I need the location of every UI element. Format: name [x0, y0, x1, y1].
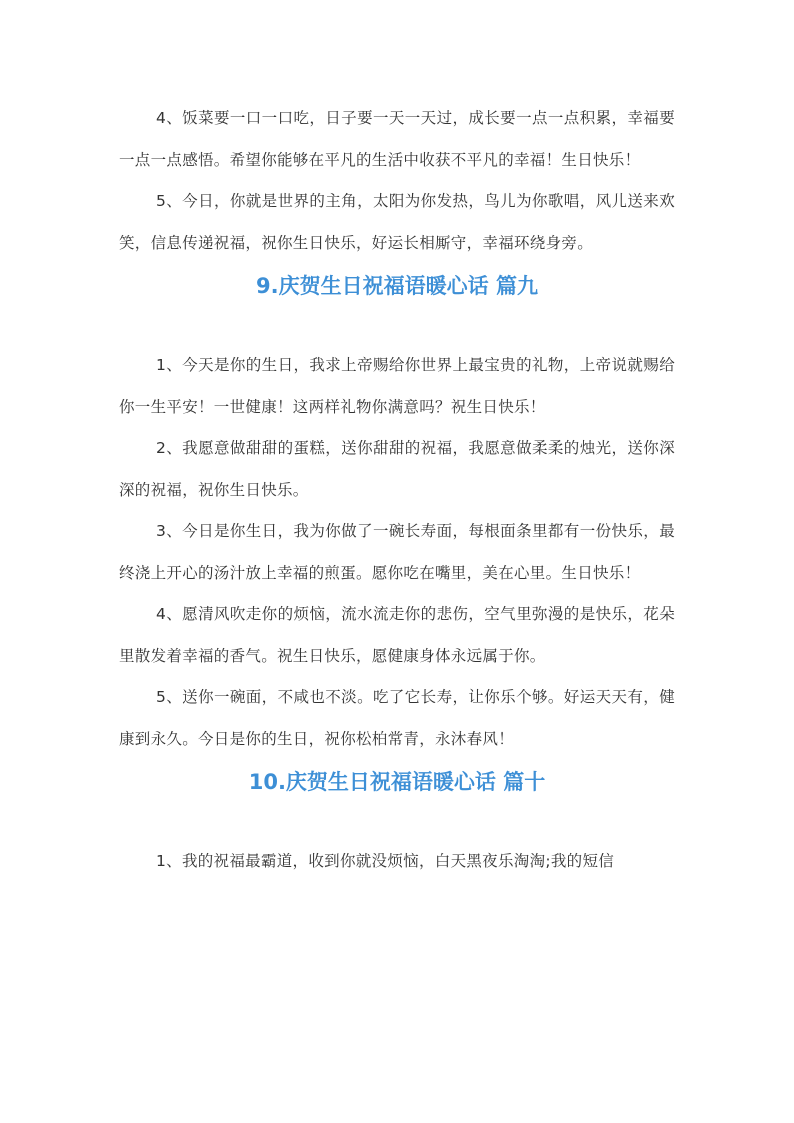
document-page [119, 98, 675, 883]
paragraph: 5、今日，你就是世界的主角，太阳为你发热，鸟儿为你歌唱，风儿送来欢笑，信息传递祝福，祝你生日快乐，好运长相厮守，幸福环绕身旁。 [119, 192, 675, 252]
paragraph: 1、今天是你的生日，我求上帝赐给你世界上最宝贵的礼物，上帝说就赐给你一生平安！一世健康！这两样礼物你满意吗？祝生日快乐！ [119, 356, 675, 416]
paragraph: 4、愿清风吹走你的烦恼，流水流走你的悲伤，空气里弥漫的是快乐，花朵里散发着幸福的香气。祝生日快乐，愿健康身体永远属于你。 [119, 605, 675, 665]
section-heading-9: 9.庆贺生日祝福语暖心话 篇九 [256, 274, 538, 298]
paragraph: 1、我的祝福最霸道，收到你就没烦恼，白天黑夜乐淘淘;我的短信 [156, 852, 615, 870]
paragraph: 4、饭菜要一口一口吃，日子要一天一天过，成长要一点一点积累，幸福要一点一点感悟。希望你能够在平凡的生活中收获不平凡的幸福！生日快乐！ [119, 109, 675, 169]
paragraph: 3、今日是你生日，我为你做了一碗长寿面，每根面条里都有一份快乐，最终浇上开心的汤汁放上幸福的煎蛋。愿你吃在嘴里，美在心里。生日快乐！ [119, 522, 675, 582]
paragraph: 5、送你一碗面，不咸也不淡。吃了它长寿，让你乐个够。好运天天有，健康到永久。今日是你的生日，祝你松柏常青，永沐春风！ [119, 688, 675, 748]
paragraph: 2、我愿意做甜甜的蛋糕，送你甜甜的祝福，我愿意做柔柔的烛光，送你深深的祝福，祝你生日快乐。 [119, 439, 675, 499]
section-heading-10: 10.庆贺生日祝福语暖心话 篇十 [248, 770, 546, 794]
heading-spacer [119, 804, 675, 841]
heading-spacer [119, 308, 675, 345]
